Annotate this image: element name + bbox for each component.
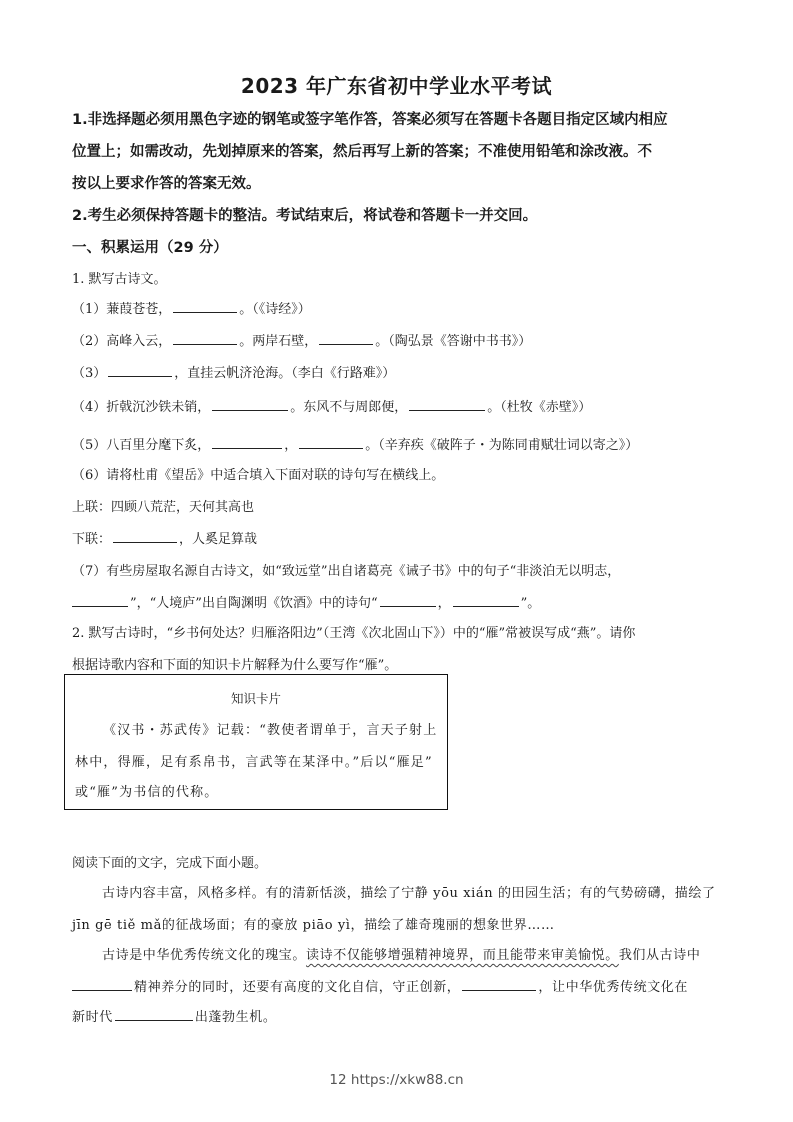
section-heading: 一、积累运用（29 分） — [72, 240, 228, 256]
answer-blank[interactable] — [409, 398, 485, 411]
q1-item-4-middle: 。东风不与周郎便， — [290, 400, 408, 415]
q1-item-7-text-c: ”。 — [520, 596, 541, 611]
q1-item-3-suffix: ，直挂云帆济沧海。（李白《行路难》） — [174, 366, 396, 381]
q1-item-3-prefix: （3） — [72, 366, 107, 381]
question-2-line-2: 根据诗歌内容和下面的知识卡片解释为什么要写作“雁”。 — [72, 658, 398, 673]
answer-blank[interactable] — [319, 332, 373, 345]
q1-item-7-line-2 — [72, 592, 540, 611]
notice-line-2: 位置上；如需改动，先划掉原来的答案，然后再写上新的答案；不准使用铅笔和涂改液。不 — [72, 144, 652, 160]
paragraph-2-text-e: 新时代 — [72, 1010, 113, 1025]
paragraph-2-text-a: 古诗是中华优秀传统文化的瑰宝。 — [102, 948, 307, 963]
q1-item-2 — [72, 330, 531, 349]
knowledge-card — [64, 674, 448, 810]
q1-item-1-prefix: （1）蒹葭苍苍， — [72, 302, 172, 317]
q1-item-7-text-a: ”，“人境庐”出自陶渊明《饮酒》中的诗句“ — [130, 596, 378, 611]
answer-blank[interactable] — [212, 398, 288, 411]
q1-item-1-suffix: 。（《诗经》） — [239, 302, 311, 317]
answer-blank[interactable] — [299, 436, 363, 449]
knowledge-card-line-3: 或“雁”为书信的代称。 — [75, 785, 219, 800]
page-footer — [0, 1072, 793, 1088]
question-1-stem: 1. 默写古诗文。 — [72, 272, 167, 287]
q1-item-5 — [72, 434, 638, 453]
answer-blank[interactable] — [173, 300, 237, 313]
notice-line-3: 按以上要求作答的答案无效。 — [72, 176, 261, 192]
couplet-upper: 上联：四顾八荒茫，天何其高也 — [72, 500, 255, 515]
reading-paragraph-2-line-3 — [72, 1006, 276, 1025]
paragraph-2-text-f: 出蓬勃生机。 — [194, 1010, 277, 1025]
knowledge-card-line-2: 林中，得雁，足有系帛书，言武等在某泽中。”后以“雁足” — [75, 755, 433, 770]
q1-item-2-prefix: （2）高峰入云， — [72, 334, 172, 349]
q1-item-1 — [72, 298, 311, 317]
answer-blank[interactable] — [453, 594, 519, 607]
answer-blank[interactable] — [115, 1008, 193, 1021]
q1-item-2-suffix: 。（陶弘景《答谢中书书》） — [375, 334, 532, 349]
reading-instruction: 阅读下面的文字，完成下面小题。 — [72, 856, 268, 871]
couplet-lower — [72, 528, 257, 547]
q1-item-4-prefix: （4）折戟沉沙铁未销， — [72, 400, 211, 415]
knowledge-card-line-1: 《汉书・苏武传》记载：“教使者谓单于，言天子射上 — [103, 723, 438, 738]
answer-blank[interactable] — [72, 978, 132, 991]
reading-paragraph-1-line-1: 古诗内容丰富，风格多样。有的清新恬淡，描绘了宁静 yōu xián 的田园生活；有的气势磅礴，描绘了 — [102, 886, 716, 901]
paragraph-2-text-c: 精神养分的同时，还要有高度的文化自信，守正创新， — [134, 980, 461, 995]
knowledge-card-title: 知识卡片 — [230, 691, 281, 706]
answer-blank[interactable] — [380, 594, 436, 607]
answer-blank[interactable] — [72, 594, 128, 607]
footer-site-link[interactable]: https://xkw88.cn — [350, 1072, 464, 1088]
couplet-lower-label: 下联： — [72, 532, 112, 547]
q1-item-7-text-b: ， — [437, 596, 451, 611]
notice-line-1: 1.非选择题必须用黑色字迹的钢笔或签字笔作答，答案必须写在答题卡各题目指定区域内相应 — [72, 112, 668, 128]
q1-item-4-suffix: 。（杜牧《赤壁》） — [487, 400, 592, 415]
reading-paragraph-2-line-2 — [72, 976, 688, 995]
q1-item-6: （6）请将杜甫《望岳》中适合填入下面对联的诗句写在横线上。 — [72, 468, 445, 483]
page-number: 12 — [329, 1072, 347, 1088]
couplet-lower-suffix: ，人奚足算哉 — [179, 532, 258, 547]
q1-item-7-line-1: （7）有些房屋取名源自古诗文，如“致远堂”出自诸葛亮《诫子书》中的句子“非淡泊无以明志， — [72, 564, 621, 579]
paragraph-2-text-d: ，让中华优秀传统文化在 — [538, 980, 689, 995]
answer-blank[interactable] — [212, 436, 282, 449]
question-2-line-1: 2. 默写古诗时，“乡书何处达？归雁洛阳边”（王湾《次北固山下》）中的“雁”常被误写成“燕”。请你 — [72, 626, 636, 641]
wavy-underlined-sentence: 读诗不仅能够增强精神境界，而且能带来审美愉悦。 — [306, 948, 619, 963]
q1-item-5-middle: ， — [284, 438, 298, 453]
answer-blank[interactable] — [173, 332, 237, 345]
q1-item-3 — [72, 362, 395, 381]
q1-item-4 — [72, 396, 591, 415]
reading-paragraph-2-line-1 — [102, 944, 700, 963]
exam-title: 2023 年广东省初中学业水平考试 — [240, 74, 553, 98]
reading-paragraph-1-line-2: jīn gē tiě mǎ的征战场面；有的豪放 piāo yì，描绘了雄奇瑰丽的想象世界…… — [72, 918, 555, 933]
answer-blank[interactable] — [113, 530, 177, 543]
notice-line-4: 2.考生必须保持答题卡的整洁。考试结束后，将试卷和答题卡一并交回。 — [72, 208, 538, 224]
answer-blank[interactable] — [462, 978, 536, 991]
answer-blank[interactable] — [108, 364, 172, 377]
q1-item-5-suffix: 。（辛弃疾《破阵子・为陈同甫赋壮词以寄之》） — [365, 438, 639, 453]
paragraph-2-text-b: 我们从古诗中 — [618, 948, 701, 963]
q1-item-2-middle: 。两岸石壁， — [239, 334, 318, 349]
q1-item-5-prefix: （5）八百里分麾下炙， — [72, 438, 211, 453]
